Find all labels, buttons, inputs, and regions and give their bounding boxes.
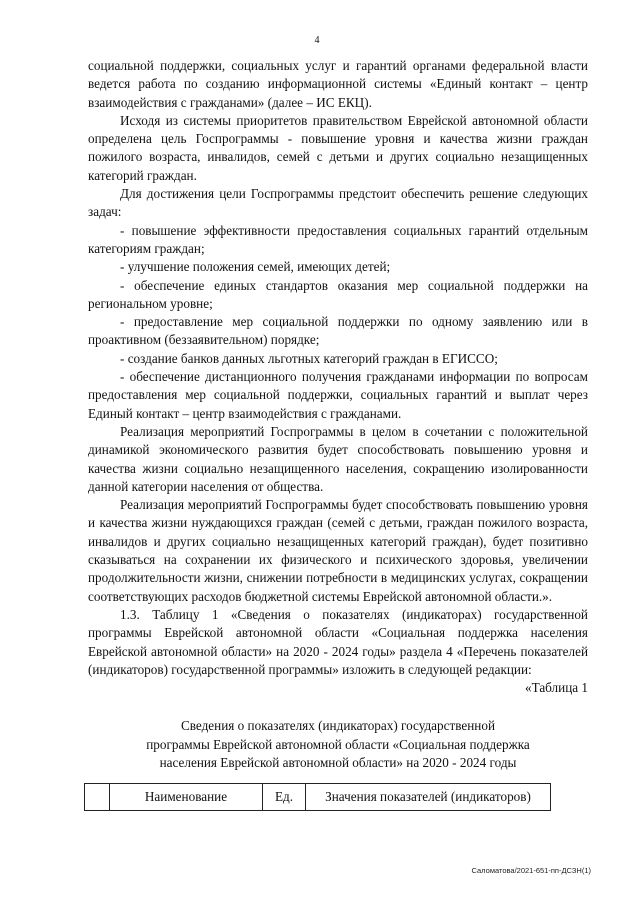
paragraph-goal: Исходя из системы приоритетов правительством Еврейской автономной области определена цель Госпрограммы - повышение уровня и качества жизни граждан пожилого возраста, инвалидов, семей с детьми и других социально незащищенных категорий граждан. bbox=[88, 112, 588, 183]
paragraph-amendment: 1.3. Таблицу 1 «Сведения о показателях (индикаторах) государственной программы Еврейской автономной области «Социальная поддержка населения Еврейской автономной области» на 2020 - 2024 годы» раздела 4 «Перечень показателей (индикаторов) государственной программы» изложить в следующей редакции: bbox=[88, 606, 588, 677]
table-header-cell: Наименование bbox=[110, 784, 263, 811]
paragraph-tasks-intro: Для достижения цели Госпрограммы предстоит обеспечить решение следующих задач: bbox=[88, 186, 588, 220]
table-header-cell: Ед. bbox=[263, 784, 306, 811]
paragraph-implementation-effects: Реализация мероприятий Госпрограммы будет способствовать повышению уровня и качества жизни нуждающихся граждан (семей с детьми, граждан пожилого возраста, инвалидов и других социально незащищенных категорий граждан), будет позитивно сказываться на сохранении их физического и психического здоровья, увеличении продолжительности жизни, снижении потребности в медицинских услугах, сокращении соответствующих расходов бюджетной системы Еврейской автономной области.». bbox=[88, 497, 588, 604]
task-item: - создание банков данных льготных категорий граждан в ЕГИССО; bbox=[120, 350, 498, 366]
page-number: 4 bbox=[314, 35, 320, 46]
table-header-row bbox=[85, 784, 551, 811]
task-item: - предоставление мер социальной поддержки по одному заявлению или в проактивном (беззаявительном) порядке; bbox=[88, 314, 588, 348]
task-item: - обеспечение дистанционного получения гражданами информации по вопросам предоставления мер социальной поддержки, социальных гарантий и выплат через Единый контакт – центр взаимодействия с гражданами. bbox=[88, 369, 588, 421]
task-item: - повышение эффективности предоставления социальных гарантий отдельным категориям граждан; bbox=[88, 222, 588, 256]
table-header-cell bbox=[85, 784, 110, 811]
table-title-line: Сведения о показателях (индикаторах) государственной bbox=[180, 718, 496, 734]
table-title bbox=[88, 717, 588, 772]
task-item: - улучшение положения семей, имеющих детей; bbox=[120, 259, 391, 275]
indicators-table bbox=[84, 783, 551, 811]
table-title-line: населения Еврейской автономной области» на 2020 - 2024 годы bbox=[159, 754, 517, 770]
table-label: «Таблица 1 bbox=[525, 680, 588, 696]
document-body bbox=[88, 57, 588, 772]
table-title-line: программы Еврейской автономной области «Социальная поддержка bbox=[146, 736, 530, 752]
paragraph-intro-continuation: социальной поддержки, социальных услуг и гарантий органами федеральной власти ведется работа по созданию информационной системы «Единый контакт – центр взаимодействия с гражданами» (далее – ИС ЕКЦ). bbox=[88, 58, 588, 110]
task-item: - обеспечение единых стандартов оказания мер социальной поддержки на региональном уровне; bbox=[88, 277, 588, 311]
paragraph-implementation: Реализация мероприятий Госпрограммы в целом в сочетании с положительной динамикой экономического развития будет способствовать повышению уровня и качества жизни социально незащищенного населения, сокращению изолированности данной категории населения от общества. bbox=[88, 423, 588, 494]
document-code: Саломатова/2021-651-пп-ДСЗН(1) bbox=[471, 866, 591, 875]
table-header-cell: Значения показателей (индикаторов) bbox=[306, 784, 551, 811]
